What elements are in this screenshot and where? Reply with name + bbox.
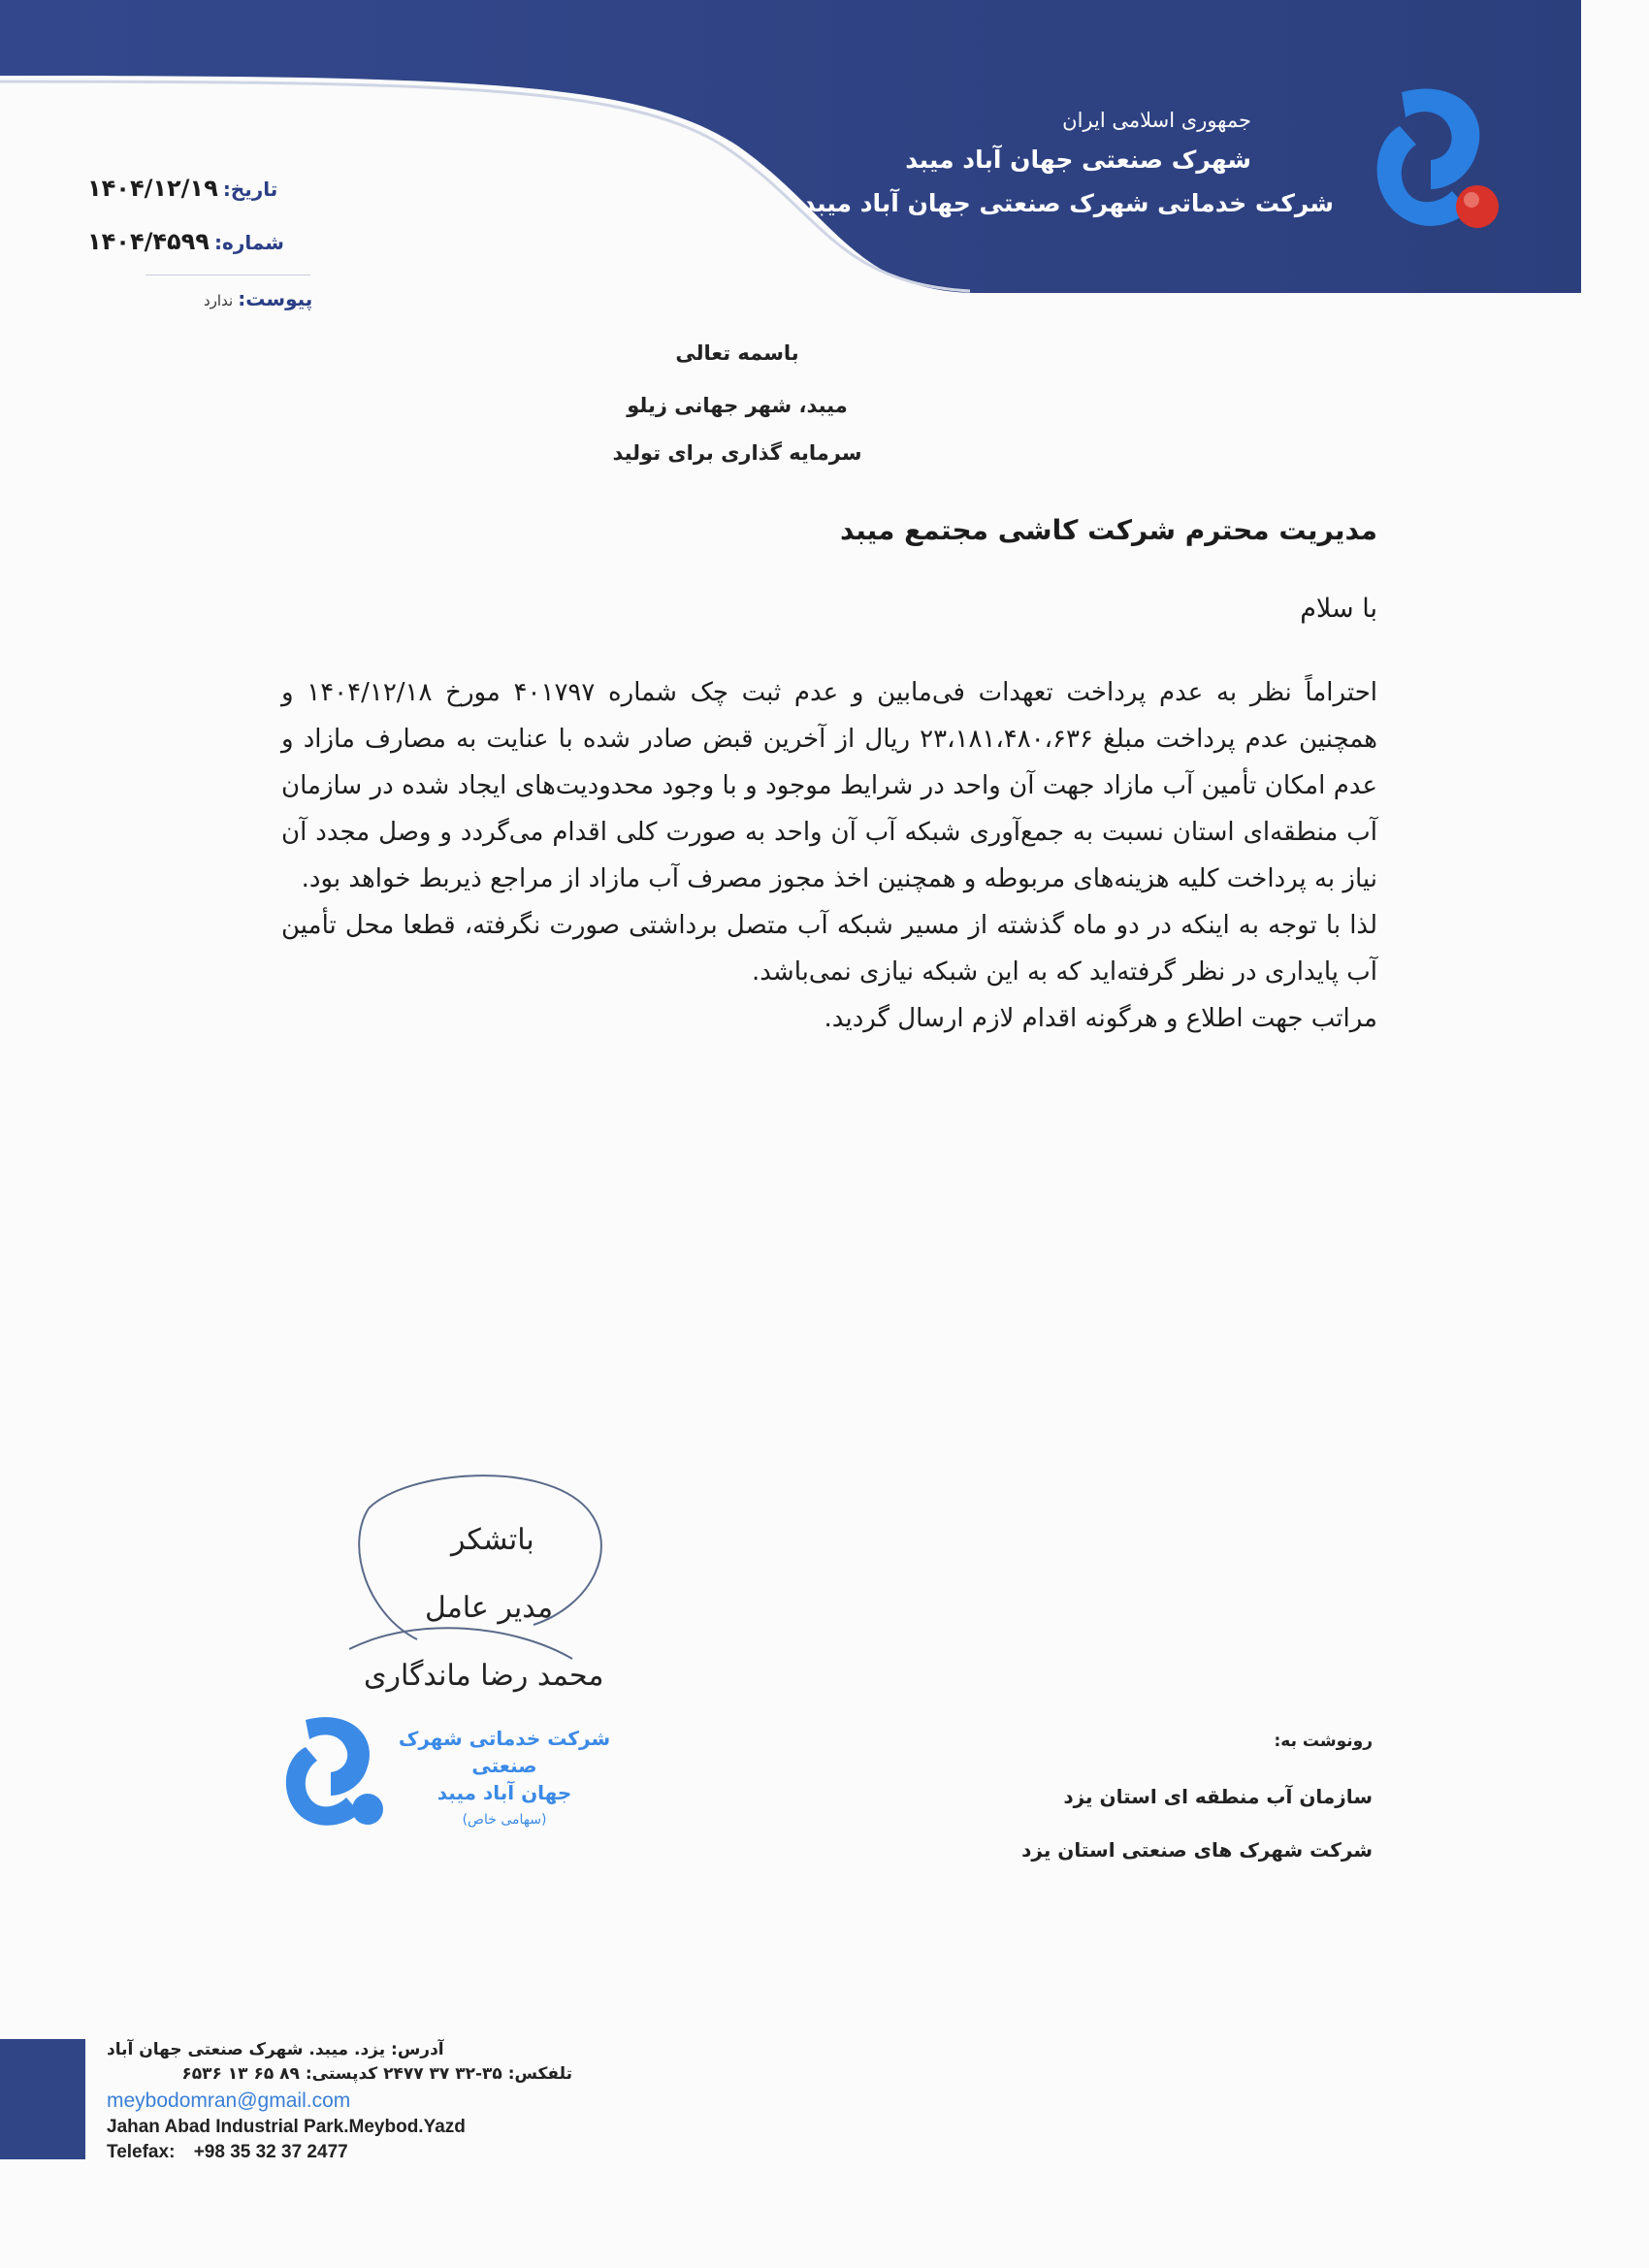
body-paragraph-2: لذا با توجه به اینکه در دو ماه گذشته از مسیر شبکه آب متصل برداشتی صورت نگرفته، قطعا محل تأمین آب پایداری در نظر گرفته‌اید که به این شبکه نیازی نمی‌باشد.	[281, 911, 1377, 987]
number-value: ۱۴۰۴/۴۵۹۹	[87, 228, 210, 255]
footer-telefax-row	[107, 2142, 348, 2163]
number-row	[87, 228, 284, 255]
company-stamp	[378, 1725, 630, 1833]
attachment-row	[204, 287, 312, 310]
footer-address: آدرس: یزد. میبد. شهرک صنعتی جهان آباد	[107, 2040, 444, 2059]
signature-thanks: باتشکر	[451, 1523, 534, 1557]
opening-slogan-year: سرمایه گذاری برای تولید	[612, 441, 862, 465]
header-park-name: شهرک صنعتی جهان آباد میبد	[905, 146, 1251, 174]
attachment-value: ندارد	[204, 292, 234, 309]
attachment-label: پیوست:	[238, 287, 313, 310]
date-label: تاریخ:	[222, 178, 278, 201]
footer-accent-block	[0, 2039, 85, 2159]
footer-phone-label: تلفکس:	[507, 2064, 572, 2084]
header-company-name: شرکت خدماتی شهرک صنعتی جهان آباد میبد	[802, 189, 1334, 217]
signature-name: محمد رضا ماندگاری	[364, 1659, 604, 1693]
footer-postal: ۸۹ ۶۵ ۱۳ ۶۵۳۶	[181, 2064, 300, 2084]
recipient: مدیریت محترم شرکت کاشی مجتمع میبد	[840, 514, 1377, 546]
opening-slogan-city: میبد، شهر جهانی زیلو	[627, 394, 848, 417]
date-row	[87, 175, 277, 202]
footer-address-en: Jahan Abad Industrial Park.Meybod.Yazd	[107, 2117, 466, 2137]
signature-scribble	[349, 1470, 611, 1673]
cc-item: شرکت شهرک های صنعتی استان یزد	[1021, 1838, 1373, 1862]
stamp-logo-icon	[276, 1712, 393, 1829]
cc-item: سازمان آب منطقه ای استان یزد	[1063, 1785, 1373, 1808]
letter-body	[281, 669, 1377, 1042]
opening-invocation: باسمه تعالی	[675, 341, 799, 365]
cc-label: رونوشت به:	[1274, 1732, 1373, 1751]
stamp-line-3: (سهامی خاص)	[462, 1812, 547, 1828]
body-paragraph-3: مراتب جهت اطلاع و هرگونه اقدام لازم ارسال گردید.	[824, 1004, 1377, 1033]
stamp-line-1: شرکت خدماتی شهرک صنعتی	[398, 1727, 611, 1777]
signature-title: مدیر عامل	[425, 1591, 554, 1625]
footer-telefax: +98 35 32 37 2477	[193, 2142, 348, 2162]
footer-telefax-label: Telefax:	[107, 2142, 176, 2162]
body-paragraph-1: احتراماً نظر به عدم پرداخت تعهدات فی‌مابین و عدم ثبت چک شماره ۴۰۱۷۹۷ مورخ ۱۴۰۴/۱۲/۱۸ و همچنین عدم پرداخت مبلغ ۲۳،۱۸۱،۴۸۰،۶۳۶ ریال از آخرین قبض صادر شده با عنایت به مصارف مازاد و عدم امکان تأمین آب مازاد جهت آن واحد در شرایط موجود و با وجود محدودیت‌های ایجاد شده در سازمان آب منطقه‌ای استان نسبت به جمع‌آوری شبکه آب آن واحد به صورت کلی اقدام می‌گردد و وصل مجدد آن نیاز به پرداخت کلیه هزینه‌های مربوطه و همچنین اخذ مجوز مصرف آب مازاد از مراجع ذیربط خواهد بود.	[281, 678, 1378, 893]
greeting: با سلام	[1300, 594, 1377, 624]
stamp-line-2: جهان آباد میبد	[436, 1781, 572, 1804]
footer-postal-label: کدپستی:	[305, 2064, 378, 2084]
footer-phone-row	[107, 2064, 572, 2084]
footer-phone: ۳۵-۳۲ ۳۷ ۲۴۷۷	[383, 2064, 502, 2084]
date-value: ۱۴۰۴/۱۲/۱۹	[87, 175, 218, 202]
company-logo-icon	[1363, 82, 1508, 238]
header-country: جمهوری اسلامی ایران	[1062, 109, 1251, 132]
number-label: شماره:	[214, 231, 284, 254]
footer-email[interactable]: meybodomran@gmail.com	[107, 2090, 351, 2112]
